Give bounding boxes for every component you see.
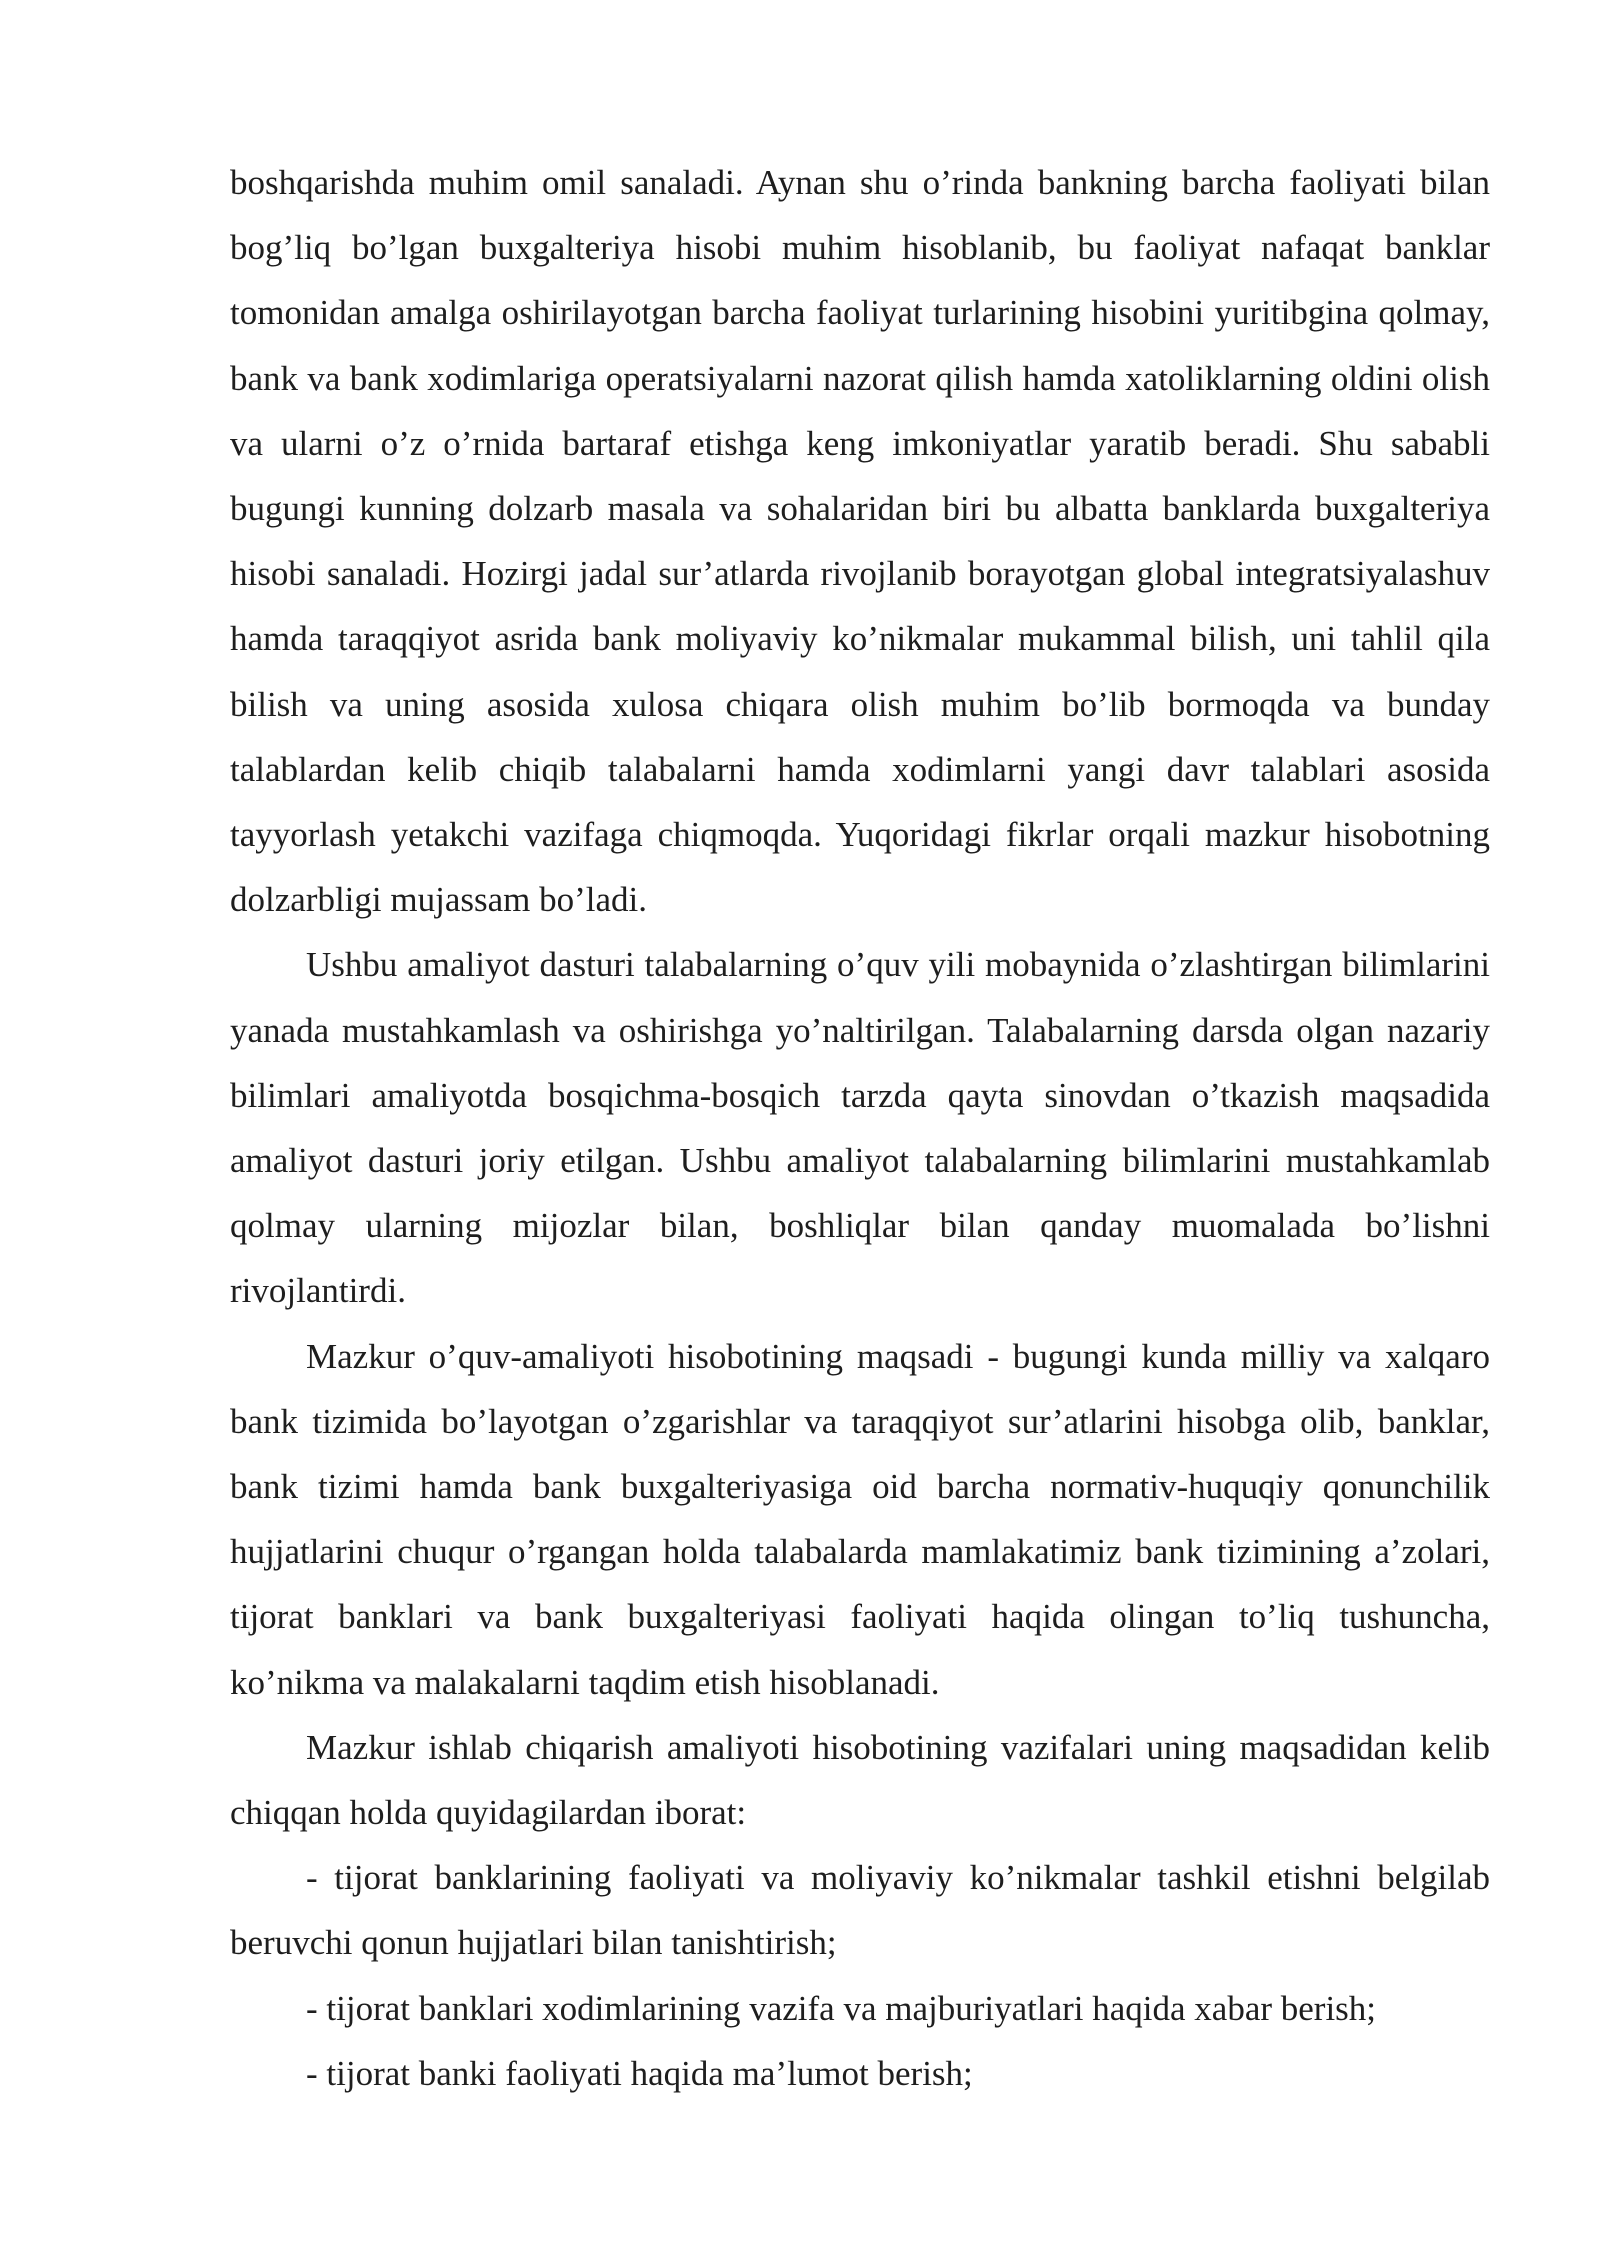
- paragraph-practice-program: Ushbu amaliyot dasturi talabalarning o’quv yili mobaynida o’zlashtirgan bilimlarini yanada mustahkamlash va oshirishga yo’naltirilgan. Talabalarning darsda olgan nazariy bilimlari amaliyotda bosqichma-bosqich tarzda qayta sinovdan o’tkazish maqsadida amaliyot dasturi joriy etilgan. Ushbu amaliyot talabalarning bilimlarini mustahkamlab qolmay ularning mijozlar bilan, boshliqlar bilan qanday muomalada bo’lishni rivojlantirdi.: [230, 945, 1490, 1311]
- paragraph-continuation: boshqarishda muhim omil sanaladi. Aynan shu o’rinda bankning barcha faoliyati bilan bog’liq bo’lgan buxgalteriya hisobi muhim hisoblanib, bu faoliyat nafaqat banklar tomonidan amalga oshirilayotgan barcha faoliyat turlarining hisobini yuritibgina qolmay, bank va bank xodimlariga operatsiyalarni nazorat qilish hamda xatoliklarning oldini olish va ularni o’z o’rnida bartaraf etishga keng imkoniyatlar yaratib beradi. Shu sababli bugungi kunning dolzarb masala va sohalaridan biri bu albatta banklarda buxgalteriya hisobi sanaladi. Hozirgi jadal sur’atlarda rivojlanib borayotgan global integratsiyalashuv hamda taraqqiyot asrida bank moliyaviy ko’nikmalar mukammal bilish, uni tahlil qila bilish va uning asosida xulosa chiqara olish muhim bo’lib bormoqda va bunday talablardan kelib chiqib talabalarni hamda xodimlarni yangi davr talablari asosida tayyorlash yetakchi vazifaga chiqmoqda. Yuqoridagi fikrlar orqali mazkur hisobotning dolzarbligi mujassam bo’ladi.: [230, 163, 1490, 920]
- list-item-task-2: - tijorat banklari xodimlarining vazifa va majburiyatlari haqida xabar berish;: [306, 1988, 1377, 2028]
- paragraph-report-tasks-intro: Mazkur ishlab chiqarish amaliyoti hisobotining vazifalari uning maqsadidan kelib chiqqan holda quyidagilardan iborat:: [230, 1727, 1490, 1833]
- list-item-task-3: - tijorat banki faoliyati haqida ma’lumot berish;: [306, 2053, 973, 2093]
- paragraph-report-goal: Mazkur o’quv-amaliyoti hisobotining maqsadi - bugungi kunda milliy va xalqaro bank tizimida bo’layotgan o’zgarishlar va taraqqiyot sur’atlarini hisobga olib, banklar, bank tizimi hamda bank buxgalteriyasiga oid barcha normativ-huquqiy qonunchilik hujjatlarini chuqur o’rgangan holda talabalarda mamlakatimiz bank tizimining a’zolari, tijorat banklari va bank buxgalteriyasi faoliyati haqida olingan to’liq tushuncha, ko’nikma va malakalarni taqdim etish hisoblanadi.: [230, 1336, 1490, 1702]
- document-body: [230, 150, 1490, 2106]
- list-item-task-1: - tijorat banklarining faoliyati va moliyaviy ko’nikmalar tashkil etishni belgilab beruvchi qonun hujjatlari bilan tanishtirish;: [230, 1858, 1490, 1963]
